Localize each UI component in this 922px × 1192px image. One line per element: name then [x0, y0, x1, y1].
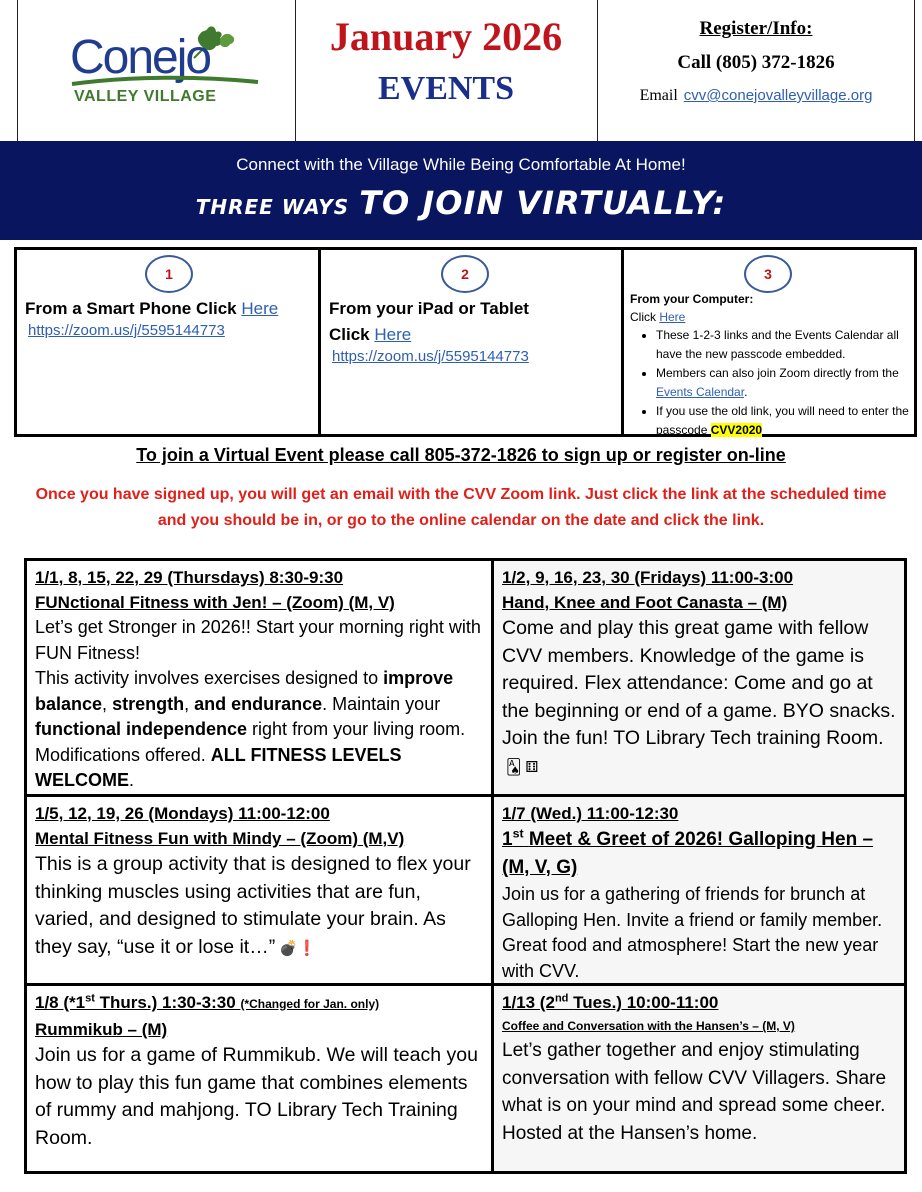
phone-instructions — [25, 296, 278, 322]
computer-title: From your Computer: — [630, 292, 754, 306]
tablet-instructions — [329, 296, 529, 348]
tablet-zoom-link[interactable]: https://zoom.us/j/5595144773 — [332, 348, 529, 365]
date-text: 1/13 (2 — [502, 993, 555, 1012]
event-text: , — [184, 693, 190, 714]
event-text: Let’s gather together and enjoy stimulating conversation with fellow CVV Villagers. Share what is on your mind and spread some cheer. — [502, 1040, 887, 1116]
signup-notice: To join a Virtual Event please call 805-372-1826 to sign up or register on-line — [136, 445, 786, 465]
event-text: This is a group activity that is designed to flex your thinking muscles using activities that are fun, varied, and designed to stimulate your brain. As they say, “use it or lose it…” — [35, 853, 471, 958]
event-text: , — [102, 693, 108, 714]
register-title: Register/Info: — [699, 18, 813, 39]
page-subtitle: EVENTS — [377, 70, 515, 107]
playing-cards-icon: 🂡 — [506, 758, 522, 776]
computer-note-2 — [656, 364, 914, 402]
join-option-computer — [624, 250, 914, 437]
phone-text: From a Smart Phone Click — [25, 299, 237, 318]
event-text: Come and play this great game with fellow CVV members. Knowledge of the game is required. Flex attendance: Come and go at the beginning or end of a game. BYO snacks. Join the fun! TO Library Tech training Room. — [502, 617, 896, 750]
computer-click — [630, 310, 685, 324]
title-number: 1 — [502, 829, 513, 850]
logo-swoosh-icon — [70, 74, 260, 88]
date-note: (*Changed for Jan. only) — [240, 997, 380, 1011]
computer-notes — [630, 326, 914, 440]
note-2-end: . — [744, 385, 748, 399]
event-title: FUNctional Fitness with Jen! – (Zoom) (M, V) — [35, 593, 395, 612]
banner-heading — [0, 184, 922, 222]
banner-heading-big: TO JOIN VIRTUALLY: — [359, 184, 727, 222]
passcode-highlight: CVV2020 — [710, 423, 763, 437]
email-notice: Once you have signed up, you will get an email with the CVV Zoom link. Just click the link at the scheduled time and you should be in, or go to the online calendar on the date and click the link. — [35, 486, 887, 529]
computer-here-link[interactable]: Here — [659, 310, 686, 324]
event-emphasis: improve balance — [35, 668, 454, 714]
event-card-mental-fitness — [27, 797, 491, 983]
virtual-banner — [0, 141, 922, 240]
event-text: Hosted at the Hansen’s home. — [502, 1122, 758, 1144]
event-emphasis: strength — [112, 693, 185, 714]
events-table — [24, 558, 907, 1174]
event-emphasis: ALL FITNESS LEVELS WELCOME — [35, 744, 402, 790]
banner-heading-small: THREE WAYS — [195, 195, 350, 219]
step-badge-1: 1 — [145, 255, 193, 293]
dice-icon: ⚅ — [525, 758, 539, 776]
tablet-click-text: Click — [329, 325, 370, 344]
computer-note-3 — [656, 402, 914, 440]
event-text: This activity involves exercises designed to — [35, 668, 379, 688]
event-description: Join us for a game of Rummikub. We will teach you how to play this fun game that combines elements of rummy and mahjong. TO Library Tech Training Room. — [35, 1044, 478, 1149]
event-title: Coffee and Conversation with the Hansen’s – (M, V) — [502, 1019, 795, 1033]
event-description — [502, 1037, 896, 1147]
event-date — [35, 990, 483, 1017]
event-card-fitness — [27, 561, 491, 794]
phone-here-link[interactable]: Here — [241, 299, 279, 318]
event-text: right from your living room. Modifications offered. — [35, 719, 466, 765]
logo-subtitle: VALLEY VILLAGE — [74, 88, 217, 105]
event-date — [502, 990, 896, 1015]
event-text: . — [129, 770, 135, 790]
date-text: Tues.) 10:00-11:00 — [573, 993, 719, 1012]
title-text: Meet & Greet of 2026! Galloping Hen – (M, V, G) — [502, 829, 874, 878]
event-card-canasta — [494, 561, 904, 794]
event-date: 1/7 (Wed.) 11:00-12:30 — [502, 804, 679, 823]
note-3-text: If you use the old link, you will need to enter the passcode — [656, 404, 909, 437]
event-text: Let’s get Stronger in 2026!! Start your morning right with FUN Fitness! — [35, 617, 481, 663]
event-title: Mental Fitness Fun with Mindy – (Zoom) (M,V) — [35, 829, 405, 848]
logo-word: Conejo — [70, 31, 211, 84]
date-ordinal: nd — [554, 992, 569, 1005]
step-badge-3: 3 — [744, 255, 792, 293]
join-option-phone — [17, 250, 321, 434]
join-option-tablet — [321, 250, 624, 434]
page-title: January 2026 — [329, 14, 563, 59]
date-ordinal: st — [85, 992, 95, 1005]
step-badge-2: 2 — [441, 255, 489, 293]
event-title: Rummikub – (M) — [35, 1020, 168, 1039]
computer-click-text: Click — [630, 310, 656, 324]
event-date: 1/5, 12, 19, 26 (Mondays) 11:00-12:00 — [35, 804, 330, 823]
event-date: 1/1, 8, 15, 22, 29 (Thursdays) 8:30-9:30 — [35, 568, 344, 587]
email-link[interactable]: cvv@conejovalleyvillage.org — [683, 87, 873, 104]
event-card-coffee — [494, 986, 904, 1171]
event-description — [35, 615, 483, 794]
tablet-here-link[interactable]: Here — [374, 325, 412, 344]
brain-bomb-icon: 💣❗ — [279, 939, 317, 957]
event-description — [35, 851, 483, 962]
event-description: Join us for a gathering of friends for brunch at Galloping Hen. Invite a friend or family member. Great food and atmosphere! Start the new year with CVV. — [502, 884, 883, 981]
title-ordinal: st — [512, 826, 524, 841]
event-emphasis: and endurance — [194, 693, 323, 714]
logo-cell — [17, 0, 296, 141]
register-cell — [598, 0, 915, 141]
event-text: . Maintain your — [322, 693, 441, 714]
event-card-rummikub — [27, 986, 491, 1171]
event-date: 1/2, 9, 16, 23, 30 (Fridays) 11:00-3:00 — [502, 568, 794, 587]
note-2-text: Members can also join Zoom directly from the — [656, 366, 899, 380]
tablet-text: From your iPad or Tablet — [329, 299, 529, 318]
register-email — [598, 87, 914, 105]
register-phone: Call (805) 372-1826 — [677, 52, 835, 73]
computer-note-1: • These 1-2-3 links and the Events Calendar all have the new passcode embedded. — [656, 326, 914, 364]
event-emphasis: functional independence — [35, 719, 248, 739]
title-cell — [295, 0, 598, 141]
email-label: Email — [639, 87, 678, 104]
event-description — [502, 615, 896, 782]
phone-zoom-link[interactable]: https://zoom.us/j/5595144773 — [28, 322, 225, 339]
logo[interactable] — [70, 22, 260, 118]
join-options — [14, 247, 917, 437]
banner-tagline: Connect with the Village While Being Comfortable At Home! — [236, 155, 686, 174]
event-title: Hand, Knee and Foot Canasta – (M) — [502, 593, 788, 612]
date-text: 1/8 (*1 — [35, 993, 86, 1012]
date-text: Thurs.) 1:30-3:30 — [99, 993, 236, 1012]
header — [17, 0, 914, 141]
events-calendar-link[interactable]: Events Calendar — [656, 385, 745, 399]
event-title — [502, 826, 896, 882]
event-card-meet-greet — [494, 797, 904, 983]
